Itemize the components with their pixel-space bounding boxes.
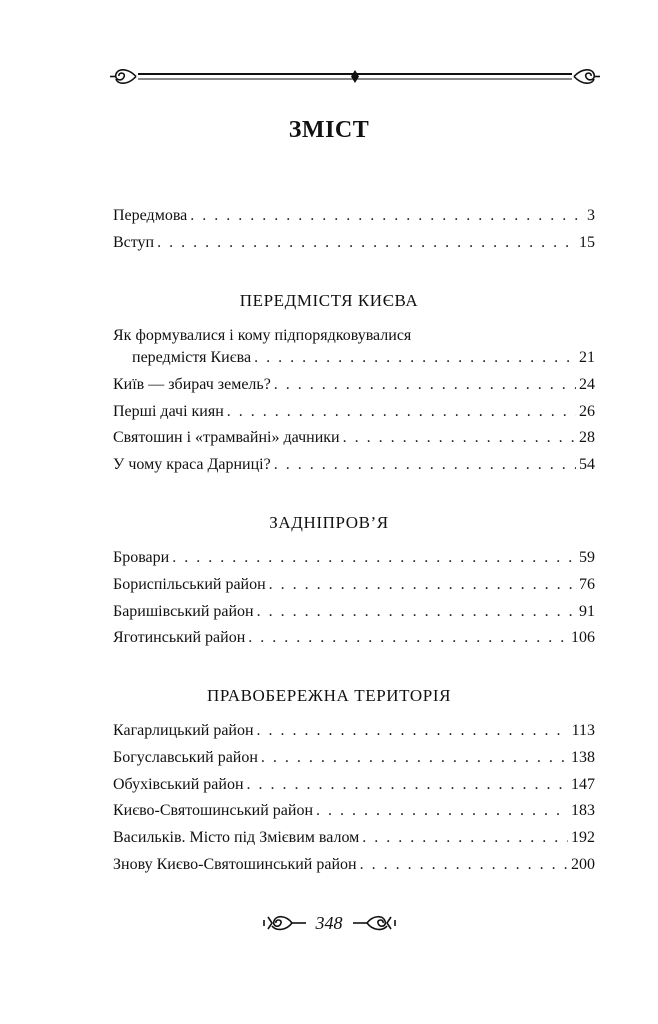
toc-entry: [113, 376, 595, 398]
leader-dots: [343, 429, 576, 447]
toc-entry-label: Бориспільський район: [113, 576, 266, 593]
toc-entry: [113, 549, 595, 571]
toc-entry-page: 24: [579, 376, 595, 393]
toc-entry-label: Перші дачі киян: [113, 403, 224, 420]
leader-dots: [257, 722, 569, 740]
toc-entry: [113, 403, 595, 425]
section-title: ПРАВОБЕРЕЖНА ТЕРИТОРІЯ: [206, 686, 452, 705]
toc-entry-label: Баришівський район: [113, 603, 254, 620]
leader-dots: [261, 749, 568, 767]
leader-dots: [157, 234, 576, 252]
leader-dots: [172, 549, 576, 567]
toc-entry-page: 21: [579, 349, 595, 366]
toc-entry-label: Кагарлицький район: [113, 722, 254, 739]
toc-entry-label: Вступ: [113, 234, 155, 251]
leader-dots: [247, 776, 568, 794]
toc-entry-label: Бровари: [113, 549, 170, 566]
toc-entry-page: 26: [579, 403, 595, 420]
toc-entry-label: Київ — збирач земель?: [113, 376, 271, 393]
toc-entry-page: 15: [579, 234, 595, 251]
toc-entry-label: Богуславський район: [113, 749, 258, 766]
toc-entry-label: Святошин і «трамвайні» дачники: [113, 429, 340, 446]
toc-entry-label-line1: Як формувалися і кому підпорядковувалися: [113, 327, 412, 344]
leader-dots: [362, 829, 568, 847]
leader-dots: [274, 456, 576, 474]
section-title: ПЕРЕДМІСТЯ КИЄВА: [239, 291, 419, 310]
leader-dots: [248, 629, 568, 647]
toc-entry-page: 28: [579, 429, 595, 446]
leader-dots: [254, 349, 576, 367]
section-title: ЗАДНІПРОВ’Я: [269, 513, 389, 532]
toc-entry-page: 147: [571, 776, 595, 793]
leader-dots: [227, 403, 576, 421]
toc-entry-page: 113: [571, 722, 595, 739]
toc-entry-page: 200: [571, 856, 595, 873]
toc-entry: [113, 776, 595, 798]
toc-entry-page: 59: [579, 549, 595, 566]
toc-entry: [113, 629, 595, 651]
leader-dots: [360, 856, 568, 874]
toc-entry-page: 183: [571, 802, 595, 819]
toc-entry: [113, 829, 595, 851]
toc-entry-page: 76: [579, 576, 595, 593]
toc-entry: [113, 429, 595, 451]
toc-entry-page: 3: [587, 207, 595, 224]
toc-entry-label: У чому краса Дарниці?: [113, 456, 271, 473]
toc-entry-label: Обухівський район: [113, 776, 244, 793]
toc-entry: [113, 722, 595, 744]
toc-entry: [113, 576, 595, 598]
flourish-right-icon: [351, 912, 397, 934]
toc-entry-label: Знову Києво-Святошинський район: [113, 856, 357, 873]
toc-entry-label: Києво-Святошинський район: [113, 802, 313, 819]
toc-entry: [113, 802, 595, 824]
toc-entry: [113, 456, 595, 478]
leader-dots: [257, 603, 576, 621]
toc-entry-page: 91: [579, 603, 595, 620]
page-title: ЗМІСТ: [288, 117, 370, 143]
toc-entry: [113, 856, 595, 878]
flourish-left-icon: [262, 912, 308, 934]
leader-dots: [316, 802, 568, 820]
toc-entry-page: 106: [571, 629, 595, 646]
toc-entry-label: Васильків. Місто під Змієвим валом: [113, 829, 360, 846]
leader-dots: [269, 576, 576, 594]
toc-entry-page: 138: [571, 749, 595, 766]
toc-entry-page: 54: [579, 456, 595, 473]
toc-entry: [113, 749, 595, 771]
leader-dots: [274, 376, 576, 394]
page-footer: [0, 908, 658, 938]
page-number: 348: [315, 912, 343, 933]
toc-entry-label: передмістя Києва: [132, 349, 252, 366]
toc-entry-label: Яготинський район: [113, 629, 246, 646]
leader-dots: [190, 207, 584, 225]
toc-entry: [113, 207, 595, 229]
toc-entry-label: Передмова: [113, 207, 188, 224]
toc-entry: [113, 603, 595, 625]
header-rule-ornament: [108, 64, 602, 90]
toc-entry-page: 192: [571, 829, 595, 846]
toc-entry: [132, 349, 595, 371]
toc-entry: [113, 234, 595, 256]
